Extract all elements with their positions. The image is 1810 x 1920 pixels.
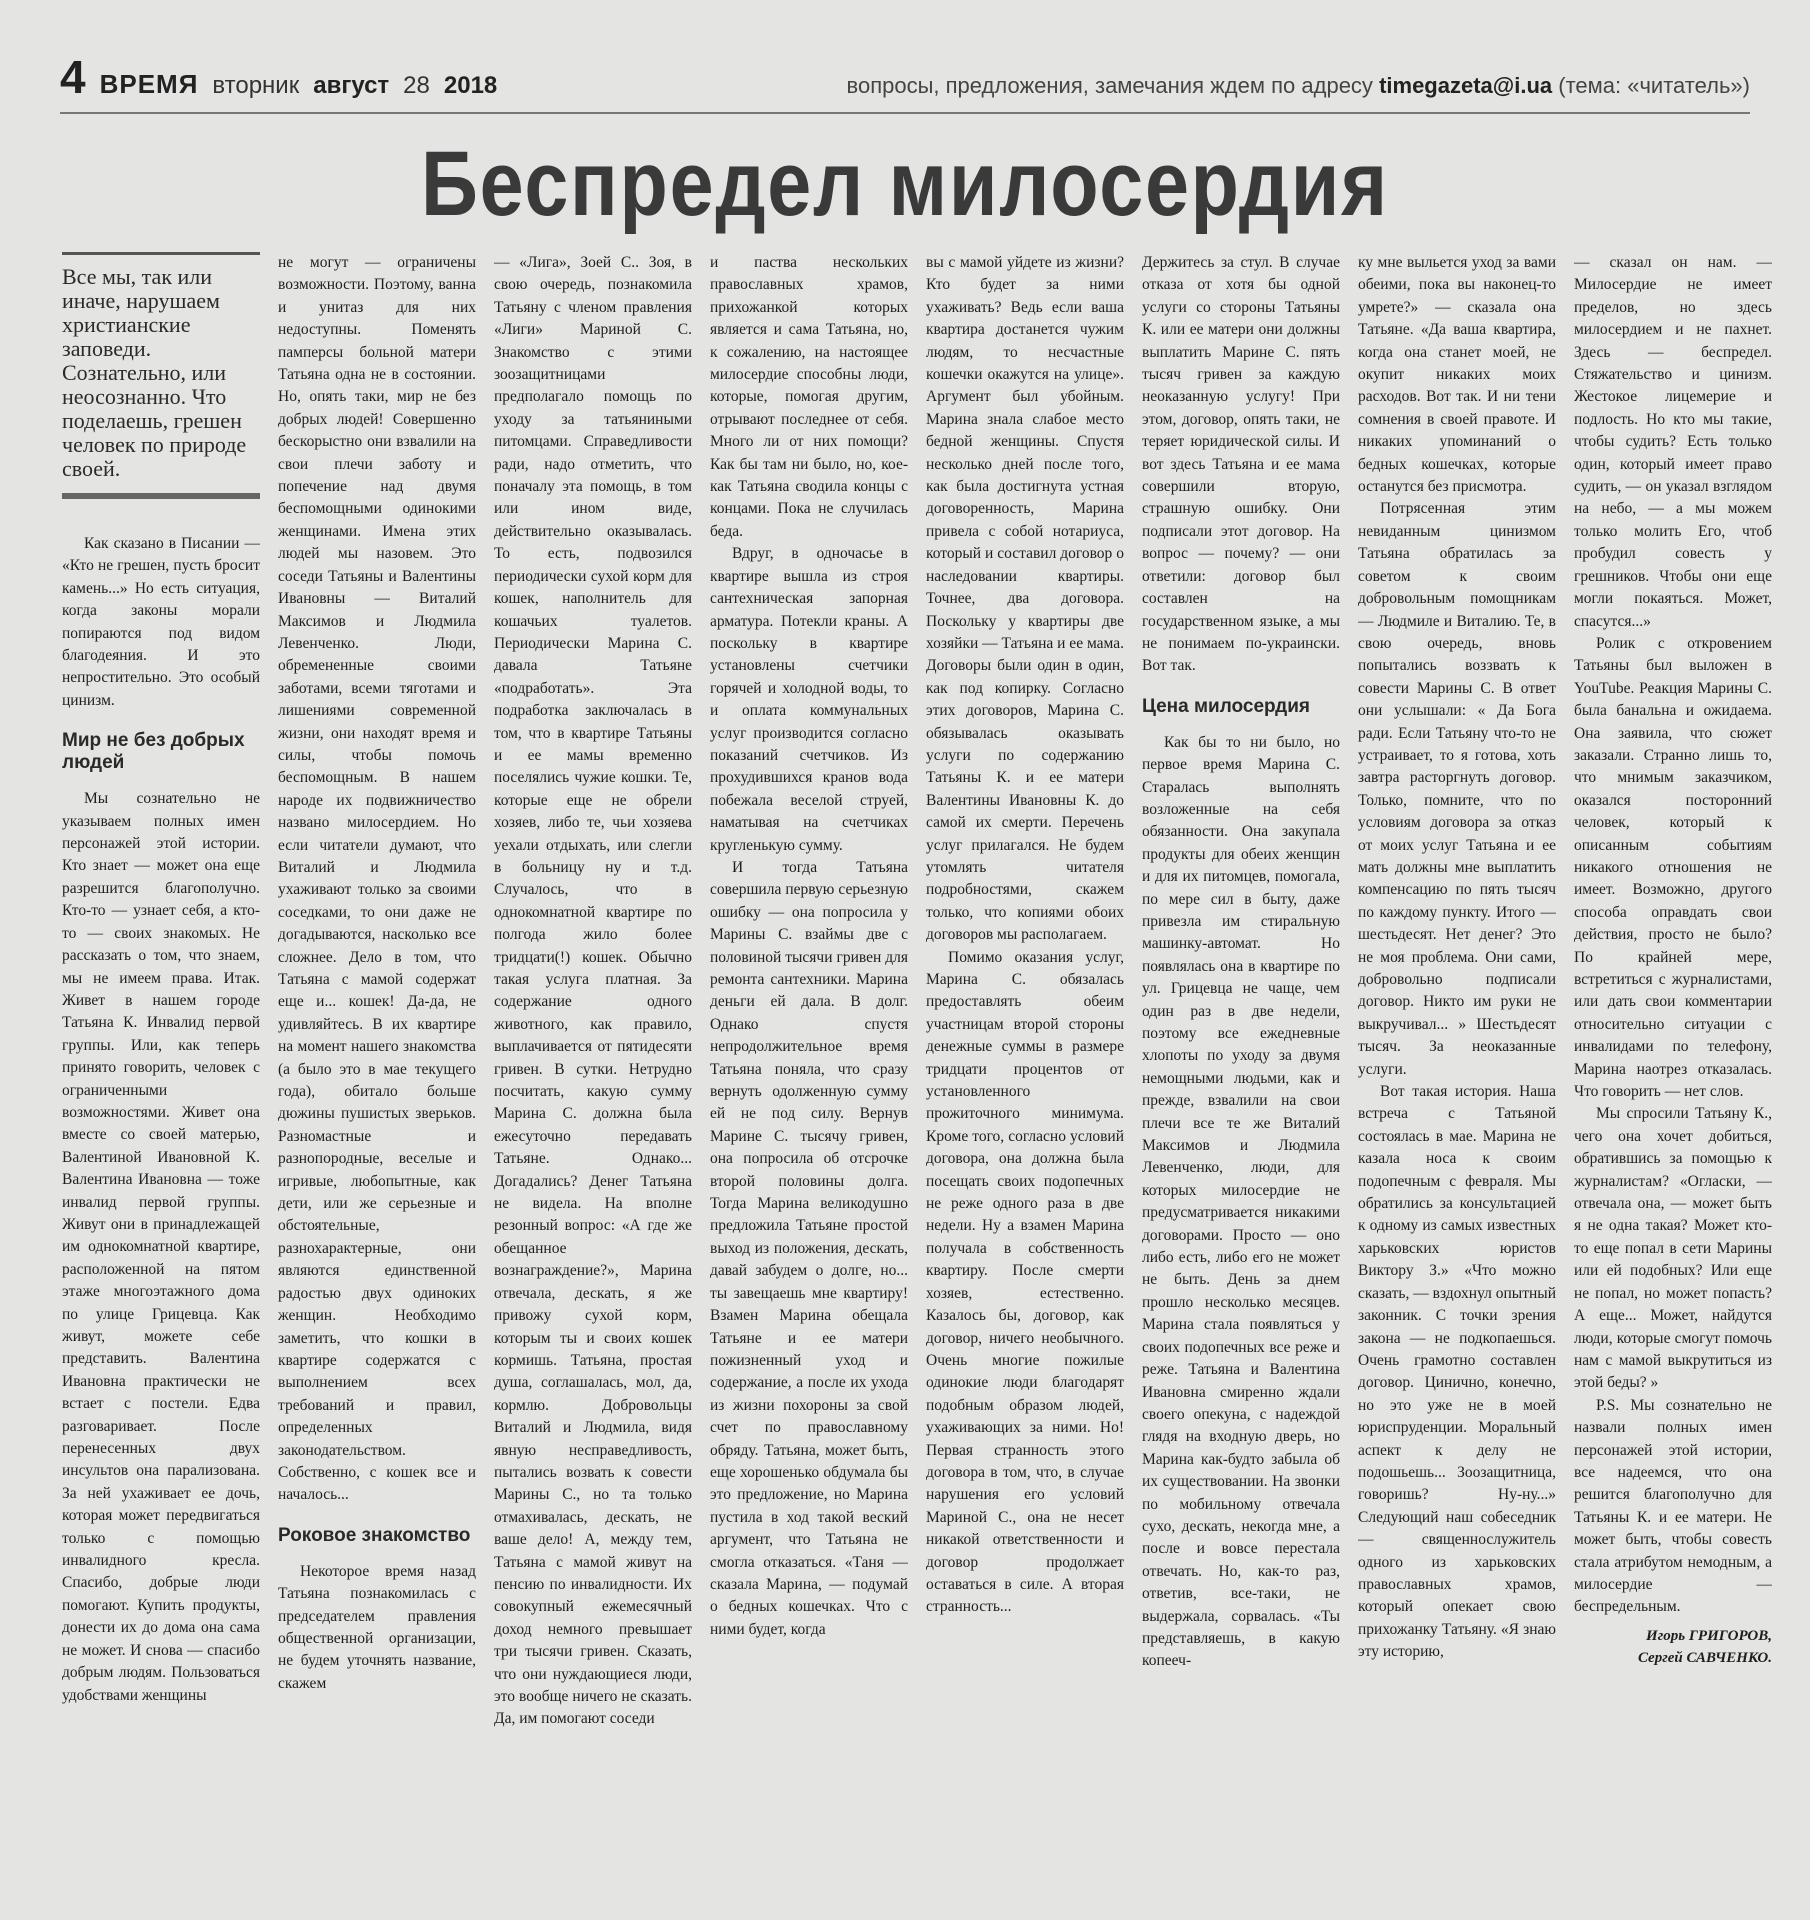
paragraph: Как бы то ни было, но первое время Марина С. Старалась выполнять возложенные на себя обязанности. Она закупала продукты для обеих женщин и для их питомцев, помогала, по мере сил в быту, даже привезла им стиральную машинку-автомат. Но появлялась она в квартире по ул. Грицевца не чаще, чем один раз в две недели, поэтому все ежедневные хлопоты по уходу за двумя немощными людьми, как и прежде, взвалили на свои плечи все те же Виталий Максимов и Людмила Левенченко, люди, для которых милосердие не предусматривается никакими договорами. Просто — оно либо есть, либо его не может не быть. День за днем прошло несколько месяцев. Марина стала появляться у своих подопечных все реже и реже. Татьяна и Валентина Ивановна смиренно ждали своего опекуна, с надеждой глядя на входную дверь, но Марина как-будто забыла об их существовании. На звонки по мобильному отвечала сухо, дескать, некогда мне, а после и вовсе перестала отвечать. Но, как-то раз, ответив, все-таки, не выдержала, сорвалась. «Ты представляешь, в какую копееч- [1142, 733, 1340, 1670]
column-6 [1142, 252, 1340, 1892]
paragraph: Мы спросили Татьяну К., чего она хочет добиться, обратившись за помощью к журналистам? «Огласки, — отвечала она, — может быть я не одна такая? Может кто-то еще попал в сети Марины или ей подобных? Или еще не попал, но может попасть? А еще... Может, найдутся люди, которые смогут помочь нам с мамой выкрутиться из этой беды? » [1574, 1105, 1772, 1392]
column-7 [1358, 252, 1556, 1892]
author-signature [1574, 1625, 1772, 1669]
contact-text: вопросы, предложения, замечания ждем по адресу [846, 73, 1373, 98]
subhead-2: Роковое знакомство [278, 1524, 471, 1546]
lead-box [62, 252, 260, 499]
paragraph: и паства нескольких православных храмов, прихожанкой которых является и сама Татьяна, но, к сожалению, на настоящее милосердие способны люди, которые, помогая другим, отрывают последнее от себя. Много ли от них помощи? Как бы там ни было, но, кое-как Татьяна сводила концы с концами. Пока не случилась беда. [710, 254, 908, 540]
subhead-3: Цена милосердия [1142, 695, 1311, 717]
paragraph: Вдруг, в одночасье в квартире вышла из строя сантехническая запорная арматура. Потекли краны. А поскольку в квартире установлены счетчики горячей и холодной воды, то и оплата коммунальных услуг производится согласно показаний счетчиков. Из прохудившихся кранов вода побежала веселой струей, наматывая на счетчиках кругленькую сумму. [710, 545, 908, 854]
paper-name: ВРЕМЯ [99, 69, 199, 99]
author-1: Игорь ГРИГОРОВ, [1646, 1627, 1772, 1644]
month: август [313, 72, 390, 99]
day: 28 [403, 72, 430, 99]
contact-topic: (тема: «читатель») [1558, 73, 1750, 98]
article-body [62, 252, 1792, 1892]
paragraph: P.S. Мы сознательно не назвали полных имен персонажей этой истории, все надеемся, что она решится благополучно для Татьяны К. и ее матери. Не может быть, чтобы совесть стала атрибутом немодным, а милосердие — беспредельным. [1574, 1396, 1772, 1616]
page-header [60, 50, 1750, 103]
paragraph: вы с мамой уйдете из жизни? Кто будет за ними ухаживать? Ведь если ваша квартира достанется чужим людям, то несчастные кошечки окажутся на улице». Аргумент был убойным. Марина знала слабое место бедной женщины. Спустя несколько дней после того, как была достигнута устная договоренность, Марина привела с собой нотариуса, который и составил договор о наследовании квартиры. Точнее, два договора. Поскольку у квартиры две хозяйки — Татьяна и ее мама. Договоры были один в один, как под копирку. Согласно этих договоров, Марина С. обязывалась оказывать услуги по содержанию Татьяны К. и ее матери Валентины Ивановны К. до самой их смерти. Перечень услуг прилагался. Не будем утомлять читателя подробностями, скажем только, что копиями обоих договоров мы располагаем. [926, 254, 1124, 944]
paragraph: Некоторое время назад Татьяна познакомилась с председателем правления общественной организации, не будем уточнять название, скажем [278, 1562, 476, 1692]
paragraph: — сказал он нам. — Милосердие не имеет пределов, но здесь милосердием и не пахнет. Здесь — беспредел. Стяжательство и цинизм. Жестокое лицемерие и подлость. Но кто мы такие, чтобы судить? Есть только один, который имеет право судить, — он указал взглядом на небо, — а мы можем только молить Его, чтоб пробудил совесть у грешников. Чтобы они еще могли покаяться. Может, спасутся...» [1574, 254, 1772, 630]
column-3 [494, 252, 692, 1892]
paragraph: И тогда Татьяна совершила первую серьезную ошибку — она попросила у Марины С. взаймы две с половиной тысячи гривен для ремонта сантехники. Марина деньги ей дала. В долг. Однако спустя непродолжительное время Татьяна поняла, что сразу вернуть одолженную сумму ей не под силу. Вернув Марине С. тысячу гривен, она попросила об отсрочке второй половины долга. Тогда Марина великодушно предложила Татьяне простой выход из положения, дескать, давай забудем о долге, но... ты завещаешь мне квартиру! Взамен Марина обещала Татьяне и ее матери пожизненный уход и содержание, а после их ухода из жизни похороны за свой счет по православному обряду. Татьяна, может быть, еще хорошенько обдумала бы это предложение, но Марина пустила в ход такой веский аргумент, что Татьяна не смогла отказаться. «Таня — сказала Марина, — подумай о бедных кошечках. Что с ними будет, когда [710, 858, 908, 1638]
paragraph: Как сказано в Писании — «Кто не грешен, пусть бросит камень...» Но есть ситуация, когда законы морали попираются под видом благодеяния. И это непростительно. Это особый цинизм. [62, 535, 260, 709]
paragraph: — «Лига», Зоей С.. Зоя, в свою очередь, познакомила Татьяну с членом правления «Лиги» Мариной С. Знакомство с этими зоозащитницами предполагало помощь по уходу за татьяниными питомцами. Справедливости ради, надо отметить, что поначалу эта помощь, в том или ином виде, действительно оказывалась. То есть, подвозился периодически сухой корм для кошек, наполнитель для кошачьих туалетов. Периодически Марина С. давала Татьяне «подработать». Эта подработка заключалась в том, что в квартире Татьяны и ее мамы временно поселялись чужие кошки. Те, которые еще не обрели хозяев, либо те, чьи хозяева уехали отдыхать, или слегли в больницу ну и т.д. Случалось, что в однокомнатной квартире по полгода жило более тридцати(!) кошек. Обычно такая услуга платная. За содержание одного животного, как правило, выплачивается от пятидесяти гривен. В сутки. Нетрудно посчитать, какую сумму Марина С. должна была ежесуточно передавать Татьяне. Однако... Догадались? Денег Татьяна не видела. На вполне резонный вопрос: «А где же обещанное вознаграждение?», Марина отвечала, дескать, я же привожу сухой корм, которым ты и своих кошек кормишь. Татьяна, простая душа, соглашалась, мол, да, кормлю. Добровольцы Виталий и Людмила, видя явную несправедливость, пытались возвать к совести Марины С., но та только отмахивалась, дескать, не ваше дело! А, между тем, Татьяна с мамой живут на пенсию по инвалидности. Их совокупный ежемесячный доход немного превышает три тысячи гривен. Сказать, что они нуждающиеся люди, это вообще ничего не сказать. Да, им помогают соседи [494, 254, 692, 1728]
paragraph: Ролик с откровением Татьяны был выложен в YouTube. Реакция Марины С. была банальна и ожидаема. Она заявила, что сюжет заказали. Странно лишь то, что мнимым заказчиком, оказался посторонний человек, который к описанным событиям никакого отношения не имеет. Возможно, другого способа оправдать свои действия, просто не было? По крайней мере, встретиться с журналистами, или дать свои комментарии относительно ситуации с инвалидами по телефону, Марина наотрез отказалась. Что говорить — нет слов. [1574, 634, 1772, 1101]
contact-line [847, 73, 1750, 99]
paragraph: Вот такая история. Наша встреча с Татьяной состоялась в мае. Марина не казала носа к своим подопечным с февраля. Мы обратились за консультацией к одному из самых известных харьковских юристов Виктору З.» «Что можно сказать, — вздохнул опытный законник. С точки зрения закона — не подкопаешься. Очень грамотно составлен договор. Цинично, конечно, но это уже не в моей юриспруденции. Моральный аспект к делу не подошьешь... Зоозащитница, говоришь? Ну-ну...» Следующий наш собеседник — священнослужитель одного из харьковских православных храмов, который опекает свою прихожанку Татьяну. «Я знаю эту историю, [1358, 1083, 1556, 1661]
column-2 [278, 252, 476, 1892]
article-title: Беспредел милосердия [421, 133, 1389, 235]
contact-email: timegazeta@i.ua [1379, 73, 1553, 98]
paragraph: не могут — ограничены возможности. Поэтому, ванна и унитаз для них недоступны. Поменять памперсы больной матери Татьяна одна не в состоянии. Но, опять таки, мир не без добрых людей! Совершенно бескорыстно они взвалили на свои плечи заботу и попечение над двумя беспомощными одинокими женщинами. Имена этих людей мы назовем. Это соседи Татьяны и Валентины Ивановны — Виталий Максимов и Людмила Левенченко. Люди, обремененные своими заботами, всеми тяготами и лишениями современной жизни, они находят время и силы, чтобы помочь беспомощным. В нашем народе их подвижничество названо милосердием. Но если читатели думают, что Виталий и Людмила ухаживают только за своими соседками, то они даже не догадываются, насколько все сложнее. Дело в том, что Татьяна с мамой содержат еще и... кошек! Да-да, не удивляйтесь. В их квартире на момент нашего знакомства (а было это в мае текущего года), обитало больше дюжины пушистых зверьков. Разномастные и разнопородные, веселые и игривые, любопытные, как дети, или же серьезные и обстоятельные, разнохарактерные, они являются единственной радостью двух одиноких женщин. Необходимо заметить, что кошки в квартире содержатся с выполнением всех требований и правил, определенных законодательством. Собственно, с кошек все и началось... [278, 254, 476, 1504]
lead-text: Все мы, так или иначе, нарушаем христианские заповеди. Сознательно, или неосознанно. Что поделаешь, грешен человек по природе своей. [62, 264, 247, 481]
subhead-1: Мир не без добрых людей [62, 730, 245, 774]
author-2: Сергей САВЧЕНКО. [1637, 1649, 1772, 1666]
column-8 [1574, 252, 1772, 1892]
column-1 [62, 252, 260, 1892]
column-5 [926, 252, 1124, 1892]
paragraph: Держитесь за стул. В случае отказа от хотя бы одной услуги со стороны Татьяны К. или ее матери они должны выплатить Марине С. пять тысяч гривен за каждую неоказанную услугу! При этом, договор, опять таки, не теряет юридической силы. И вот здесь Татьяна и ее мама совершили вторую, страшную ошибку. Они подписали этот договор. На вопрос — почему? — они ответили: договор был составлен на государственном языке, а мы не понимаем по-украински. Вот так. [1142, 254, 1340, 675]
paragraph: ку мне выльется уход за вами обеими, пока вы наконец-то умрете?» — сказала она Татьяне. «Да ваша квартира, когда она станет моей, не окупит никаких моих расходов. Вот так. И ни тени сомнения в своей правоте. И никаких упоминаний о бедных кошечках, которые останутся без присмотра. [1358, 254, 1556, 496]
paragraph: Помимо оказания услуг, Марина С. обязалась предоставлять обеим участницам второй стороны денежные суммы в размере тридцати процентов от установленного прожиточного минимума. Кроме того, согласно условий договора, она должна была посещать своих подопечных не реже одного раза в две недели. Ну а взамен Марина получала в собственность квартиру. После смерти хозяев, естественно. Казалось бы, договор, как договор, ничего необычного. Очень многие пожилые одинокие люди благодарят подобным образом людей, ухаживающих за ними. Но! Первая странность этого договора в том, что, в случае нарушения его условий Мариной С., она не несет никакой ответственности и договор продолжает оставаться в силе. А вторая странность... [926, 948, 1124, 1616]
header-divider [60, 112, 1750, 114]
weekday: вторник [212, 72, 300, 99]
masthead [60, 50, 497, 104]
paragraph: Потрясенная этим невиданным цинизмом Татьяна обратилась за советом к своим добровольным помощникам — Людмиле и Виталию. Те, в свою очередь, вновь попытались воззвать к совести Марины С. В ответ они услышали: « Да Бога ради. Если Татьяну что-то не устраивает, то я готова, хоть завтра расторгнуть договор. Только, помните, что по условиям договора за отказ от моих услуг Татьяна и ее мать должны мне выплатить компенсацию по пять тысяч по каждому пункту. Итого — шестьдесят. Нет денег? Это не моя проблема. Они сами, добровольно подписали договор. Никто им руки не выкручивал... » Шестьдесят тысяч. За неоказанные услуги. [1358, 500, 1556, 1078]
paragraph: Мы сознательно не указываем полных имен персонажей этой истории. Кто знает — может она еще разрешится благополучно. Кто-то — узнает себя, а кто-то — своих знакомых. Не рассказать о том, что знаем, мы не имеем права. Итак. Живет в нашем городе Татьяна К. Инвалид первой группы. Или, как теперь принято говорить, человек с ограниченными возможностями. Живет она вместе со своей матерью, Валентиной Ивановной К. Валентина Ивановна — тоже инвалид первой группы. Живут они в принадлежащей им однокомнатной квартире, расположенной на пятом этаже многоэтажного дома по улице Грицевца. Как живут, можете себе представить. Валентина Ивановна практически не встает с постели. Едва разговаривает. После перенесенных двух инсультов она парализована. За ней ухаживает ее дочь, которая может передвигаться только с помощью инвалидного кресла. Спасибо, добрые люди помогают. Купить продукты, донести их до дома она сама не может. И снова — спасибо добрым людям. Пользоваться удобствами женщины [62, 790, 260, 1704]
page-number: 4 [60, 51, 86, 103]
column-4 [710, 252, 908, 1892]
year: 2018 [443, 72, 498, 99]
